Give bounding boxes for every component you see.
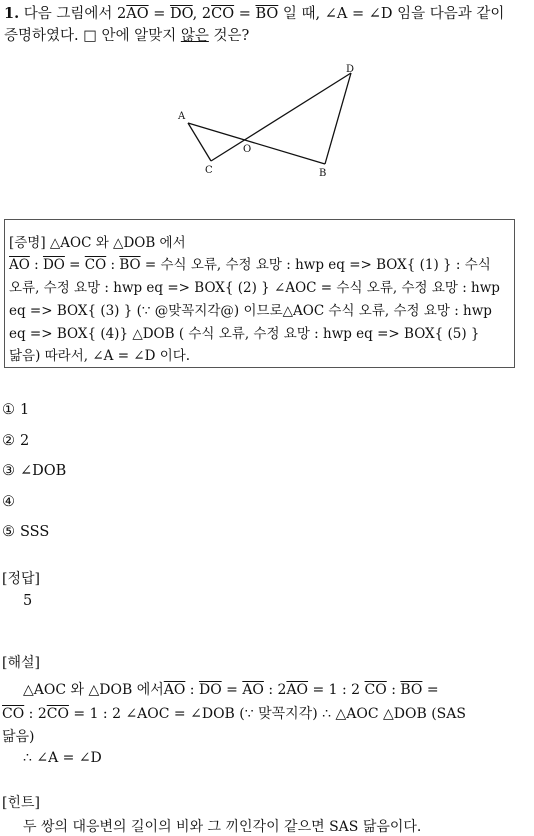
segment-ao: $\overline{AO}$: [286, 682, 309, 698]
explanation-text: = 1 : 2: [308, 682, 365, 698]
label-a: A: [178, 111, 186, 122]
segment-ao: $\overline{AO}$: [242, 682, 264, 698]
question-number: 1.: [4, 5, 20, 22]
choice-3[interactable]: [2, 463, 66, 479]
segment-ao: $\overline{AO}$: [9, 257, 30, 273]
choice-marker: ③: [2, 463, 15, 479]
explanation-line-3: 닮음): [2, 729, 35, 745]
choice-text: 2: [20, 433, 30, 449]
segment-co: $\overline{CO}$: [84, 257, 107, 273]
comma-separator: , 2: [192, 6, 212, 22]
question-line-1: [4, 2, 504, 23]
choice-4[interactable]: [2, 494, 20, 510]
choice-marker: ①: [2, 402, 15, 418]
choice-5[interactable]: [2, 524, 49, 540]
ratio-sep: :: [106, 257, 120, 273]
explanation-label: [해설]: [2, 655, 40, 671]
choice-marker: ④: [2, 494, 15, 510]
label-b: B: [319, 168, 327, 179]
explanation-text: = 1 : 2 ∠AOC = ∠DOB (∵ 맞꼭지각) ∴ △AOC △DOB (SAS: [68, 706, 466, 722]
explanation-line-1: [23, 679, 439, 699]
segment-co: $\overline{CO}$: [211, 6, 235, 22]
choice-2[interactable]: [2, 433, 29, 449]
segment-co: $\overline{CO}$: [46, 706, 69, 722]
choice-text: SSS: [20, 524, 50, 540]
ratio-sep: : 2: [24, 706, 47, 722]
ratio-sep: : 2: [263, 682, 287, 698]
segment-bo: $\overline{BO}$: [255, 6, 279, 22]
label-o: O: [243, 144, 252, 155]
question-text: 다음 그림에서 2: [23, 6, 127, 22]
choice-text: ∠DOB: [20, 463, 67, 479]
ratio-sep: :: [29, 257, 43, 273]
ratio-sep: :: [386, 682, 401, 698]
explanation-line-4: ∴ ∠A = ∠D: [23, 750, 102, 766]
explanation-line-2: [2, 703, 466, 723]
hint-label: [힌트]: [2, 795, 40, 811]
label-c: C: [205, 165, 213, 176]
question-text: 증명하였다. □ 안에 알맞지: [4, 28, 181, 44]
equals-sign: =: [422, 682, 439, 698]
segment-bo: $\overline{BO}$: [119, 257, 141, 273]
hint-text: 두 쌍의 대응변의 길이의 비와 그 끼인각이 같으면 SAS 닮음이다.: [23, 819, 422, 835]
label-d: D: [346, 64, 355, 75]
segment-ao: $\overline{AO}$: [126, 6, 149, 22]
equals-sign: =: [64, 257, 85, 273]
segment-do: $\overline{DO}$: [169, 6, 193, 22]
segment-do: $\overline{DO}$: [198, 682, 222, 698]
choice-1[interactable]: [2, 402, 29, 418]
answer-value: 5: [23, 593, 33, 609]
segment-co: $\overline{CO}$: [2, 706, 25, 722]
explanation-text: △AOC 와 △DOB 에서: [23, 682, 164, 698]
ratio-sep: :: [185, 682, 199, 698]
equals-sign: =: [221, 682, 243, 698]
proof-text: = 수식 오류, 수정 요망 : hwp eq => BOX{ (1) } : 수식: [140, 257, 491, 273]
choice-marker: ⑤: [2, 524, 15, 540]
question-line-2: [4, 24, 249, 45]
underlined-word: 않은: [180, 28, 209, 44]
segment-ao: $\overline{AO}$: [163, 682, 186, 698]
triangle-diagram: [170, 60, 370, 185]
proof-line-1: [증명] △AOC 와 △DOB 에서: [9, 235, 186, 251]
equals-sign: =: [148, 6, 170, 22]
proof-line-6: 닮음) 따라서, ∠A = ∠D 이다.: [9, 348, 191, 364]
proof-box: [4, 219, 515, 368]
segment-do: $\overline{DO}$: [42, 257, 65, 273]
answer-label: [정답]: [2, 571, 40, 587]
segment-bo: $\overline{BO}$: [400, 682, 423, 698]
question-text-tail: 일 때, ∠A = ∠D 임을 다음과 같이: [278, 6, 505, 22]
proof-line-2: [9, 253, 491, 273]
proof-line-4: eq => BOX{ (3) } (∵ @맞꼭지각@) 이므로△AOC 수식 오류, 수정 요망 : hwp: [9, 303, 492, 319]
choice-marker: ②: [2, 433, 15, 449]
choice-text: 1: [20, 402, 30, 418]
question-text-tail: 것은?: [208, 28, 250, 44]
proof-line-3: 오류, 수정 요망 : hwp eq => BOX{ (2) } ∠AOC = 수식 오류, 수정 요망 : hwp: [9, 280, 500, 296]
equals-sign: =: [234, 6, 256, 22]
segment-co: $\overline{CO}$: [364, 682, 387, 698]
proof-line-5: eq => BOX{ (4)} △DOB ( 수식 오류, 수정 요망 : hwp eq => BOX{ (5) }: [9, 326, 480, 342]
